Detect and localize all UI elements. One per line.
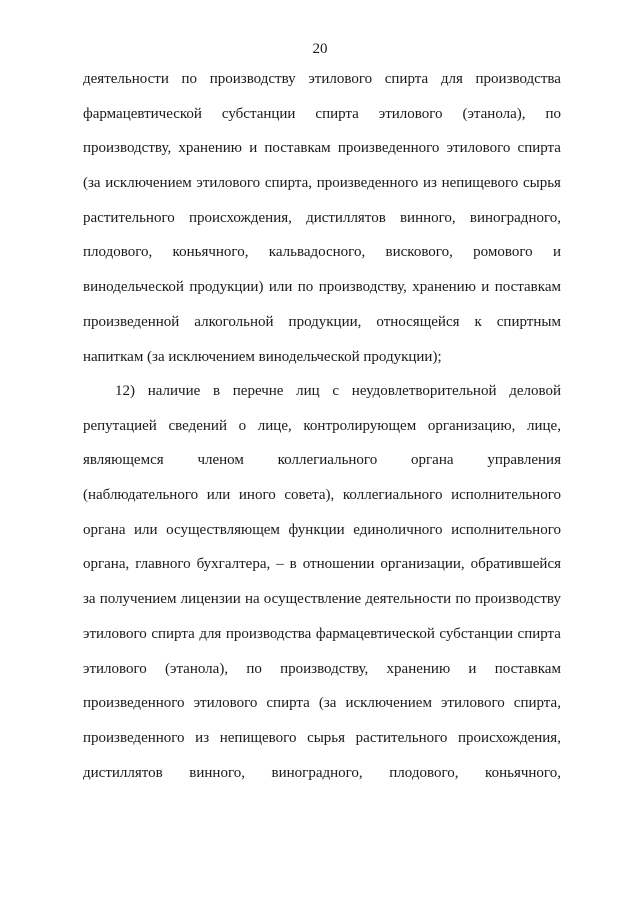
text-line: являющемся членом коллегиального органа управления — [83, 452, 561, 469]
text-line: этилового спирта для производства фармацевтической субстанции спирта — [83, 625, 561, 642]
text-line: плодового, коньячного, кальвадосного, вискового, ромового и — [83, 244, 561, 261]
text-line: (наблюдательного или иного совета), коллегиального исполнительного — [83, 487, 561, 504]
paragraph-1 — [83, 70, 561, 382]
text-line: репутацией сведений о лице, контролирующем организацию, лице, — [83, 417, 561, 434]
text-line: деятельности по производству этилового спирта для производства — [83, 71, 561, 87]
paragraph-2 — [83, 382, 561, 798]
text-line: производству, хранению и поставкам произведенного этилового спирта — [83, 140, 561, 157]
text-line: (за исключением этилового спирта, произведенного из непищевого сырья — [83, 175, 561, 192]
text-line: напиткам (за исключением винодельческой продукции); — [83, 348, 442, 365]
text-line: дистиллятов винного, виноградного, плодового, коньячного, — [83, 764, 561, 781]
page-number: 20 — [312, 41, 328, 57]
text-line: 12) наличие в перечне лиц с неудовлетворительной деловой — [115, 383, 561, 399]
text-line: органа или осуществляющем функции единоличного исполнительного — [83, 521, 561, 538]
text-line: этилового (этанола), по производству, хранению и поставкам — [83, 660, 561, 677]
text-line: винодельческой продукции) или по производству, хранению и поставкам — [83, 279, 561, 296]
text-line: произведенного этилового спирта (за исключением этилового спирта, — [83, 695, 561, 712]
text-line: произведенного из непищевого сырья растительного происхождения, — [83, 729, 561, 746]
text-line: фармацевтической субстанции спирта этилового (этанола), по — [83, 105, 561, 122]
text-line: произведенной алкогольной продукции, относящейся к спиртным — [83, 313, 561, 330]
text-line: органа, главного бухгалтера, – в отношении организации, обратившейся — [83, 556, 561, 573]
text-line: растительного происхождения, дистиллятов винного, виноградного, — [83, 209, 561, 226]
text-line: за получением лицензии на осуществление деятельности по производству — [83, 591, 561, 608]
